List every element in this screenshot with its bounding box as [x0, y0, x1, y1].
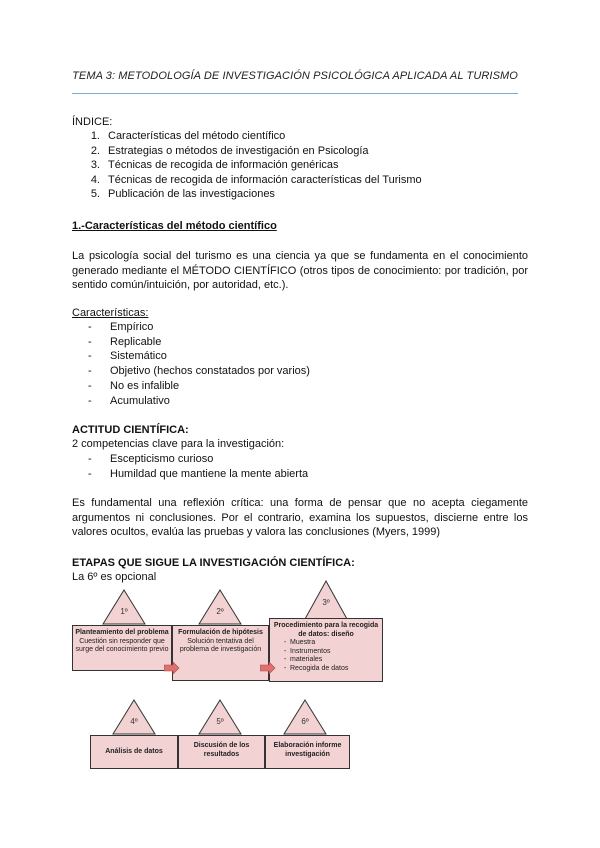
actitud-subtitle: 2 competencias clave para la investigación:: [72, 438, 285, 450]
actitud-list: [88, 452, 308, 481]
step-1-desc: Cuestión sin responder que surge del conocimiento previo: [75, 637, 169, 654]
indice-item: 5. Publicación de las investigaciones: [90, 188, 275, 201]
list-item: - Sistemático: [88, 350, 167, 363]
indice-title: ÍNDICE:: [72, 116, 113, 128]
step-3-number: 3º: [322, 598, 330, 607]
list-item: - No es infalible: [88, 379, 180, 392]
step-2-desc: Solución tentativa del problema de investigación: [179, 637, 262, 654]
indice-item: 4. Técnicas de recogida de información características del Turismo: [90, 173, 422, 186]
step-3-list: [270, 639, 382, 673]
list-item: - Replicable: [88, 335, 162, 348]
step-6-title: Elaboración informe investigación: [273, 742, 342, 758]
step-2-title: Formulación de hipótesis: [178, 629, 263, 636]
step-4-number: 4º: [130, 717, 138, 726]
etapas-subtitle: La 6º es opcional: [72, 571, 157, 583]
step-6-box: [265, 735, 350, 769]
list-item: - Objetivo (hechos constatados por varios): [88, 365, 310, 378]
reflexion-paragraph: Es fundamental una reflexión crítica: una forma de pensar que no acepta ciegamente argumentos ni conclusiones. Por el contrario, examina los supuestos, discierne entre los valores ocultos, evalúa las pruebas y valora las conclusiones (Myers, 1999): [72, 497, 528, 539]
caracteristicas-list: [88, 320, 310, 408]
page-header-title: TEMA 3: METODOLOGÍA DE INVESTIGACIÓN PSICOLÓGICA APLICADA AL TURISMO: [72, 70, 518, 82]
step-3-item: - Instrumentos: [284, 648, 382, 657]
step-3-title: Procedimiento para la recogida de datos: diseño: [273, 622, 379, 638]
step-2-box: [172, 625, 269, 681]
indice-list: [86, 129, 422, 202]
arrow-right-icon: [164, 662, 180, 674]
header-divider: [72, 93, 518, 94]
indice-item: 2. Estrategias o métodos de investigación en Psicología: [90, 144, 369, 157]
list-item: - Humildad que mantiene la mente abierta: [88, 467, 309, 480]
actitud-title: ACTITUD CIENTÍFICA:: [72, 424, 189, 436]
list-item: - Empírico: [88, 321, 154, 333]
step-4-box: [90, 735, 178, 769]
step-6-number: 6º: [301, 717, 309, 726]
etapas-title: ETAPAS QUE SIGUE LA INVESTIGACIÓN CIENTÍFICA:: [72, 557, 355, 569]
step-5-box: [178, 735, 265, 769]
arrow-right-icon: [260, 662, 276, 674]
list-item: - Escepticismo curioso: [88, 453, 214, 465]
step-5-title: Discusión de los resultados: [193, 742, 250, 758]
step-4-title: Análisis de datos: [105, 748, 163, 755]
step-1-title: Planteamiento del problema: [75, 629, 169, 636]
caracteristicas-title: Características:: [72, 307, 149, 319]
list-item: - Acumulativo: [88, 394, 170, 407]
step-3-item: - materiales: [284, 656, 382, 665]
step-3-item: - Muestra: [284, 639, 382, 648]
intro-paragraph: La psicología social del turismo es una ciencia ya que se fundamenta en el conocimiento generado mediante el MÉTODO CIENTÍFICO (otros tipos de conocimiento: por tradición, por sentido común/intuición, por autoridad, etc.).: [72, 250, 528, 292]
step-3-item: - Recogida de datos: [284, 665, 382, 674]
step-2-number: 2º: [216, 607, 224, 616]
step-1-number: 1º: [120, 607, 128, 616]
indice-item: 1. Características del método científico: [90, 130, 286, 142]
step-1-box: [72, 625, 172, 671]
section-title: 1.-Características del método científico: [72, 220, 277, 232]
etapas-diagram: [60, 585, 500, 775]
step-5-number: 5º: [216, 717, 224, 726]
step-3-box: [269, 618, 383, 682]
indice-item: 3. Técnicas de recogida de información genéricas: [90, 159, 339, 172]
